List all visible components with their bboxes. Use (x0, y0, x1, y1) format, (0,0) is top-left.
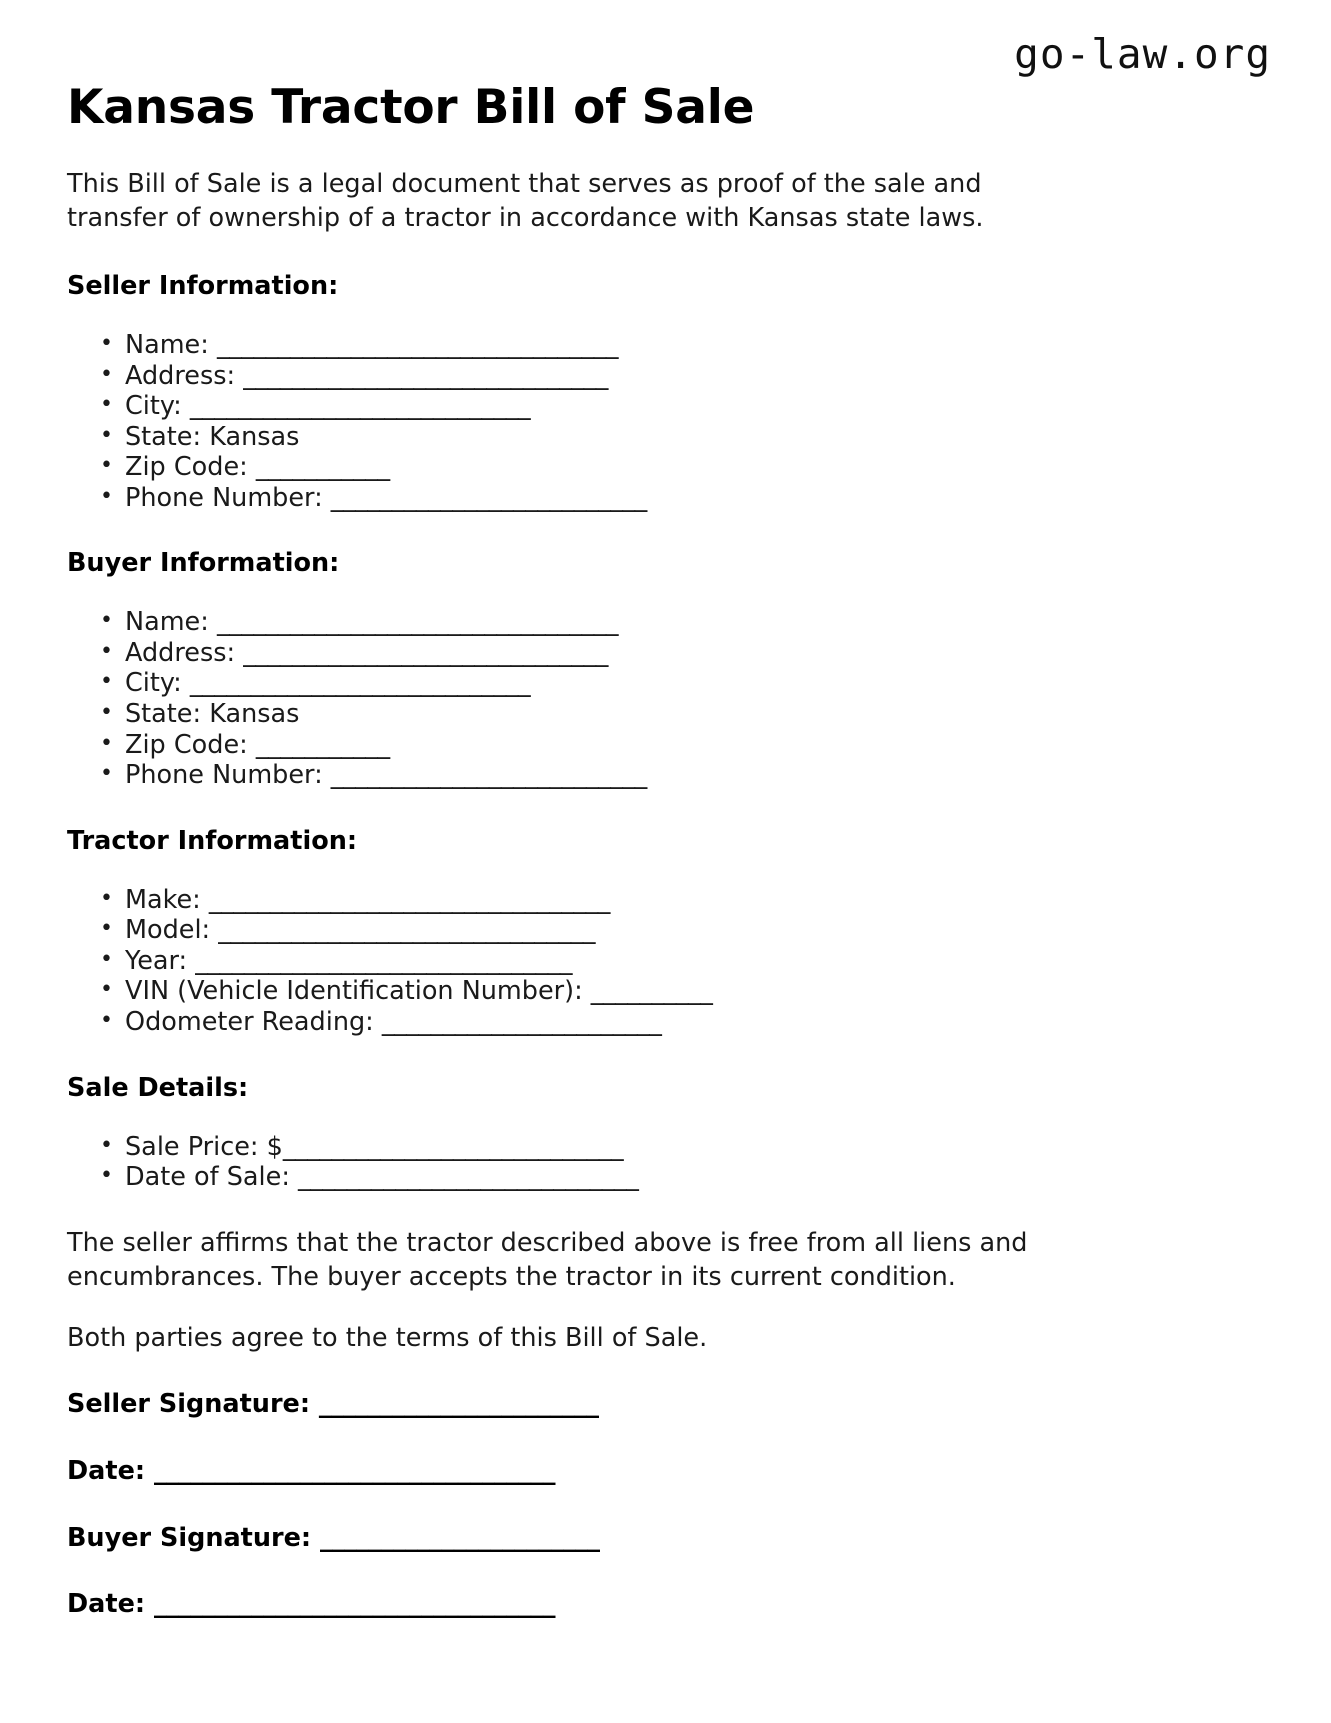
buyer-date-line (67, 1589, 1197, 1620)
list-item (125, 452, 1197, 483)
affirmation-paragraph: The seller affirms that the tractor described above is free from all liens and encumbrances. The buyer accepts the tractor in its current condition. (67, 1227, 1028, 1292)
section-heading-sale: Sale Details: (67, 1072, 249, 1103)
list-item (125, 699, 1197, 730)
list-item (125, 638, 1197, 669)
field-blank[interactable]: __________________________ (330, 482, 647, 513)
field-label: Make: (125, 884, 201, 915)
field-blank[interactable]: ____________________________ (189, 391, 531, 422)
field-label: VIN (Vehicle Identification Number): (125, 976, 583, 1007)
list-item (125, 760, 1197, 791)
list-item (125, 422, 1197, 453)
buyer-signature-line (67, 1523, 1197, 1554)
list-item (125, 1162, 1197, 1193)
list-item (125, 361, 1197, 392)
field-blank[interactable]: _______________________________ (195, 945, 572, 976)
list-item (125, 946, 1197, 977)
field-label: Address: (125, 360, 236, 391)
document-body (67, 168, 1197, 1620)
field-blank[interactable]: ___________ (255, 452, 390, 483)
field-label: Phone Number: (125, 760, 323, 791)
field-label: Zip Code: (125, 452, 248, 483)
field-label: Sale Price: $ (125, 1131, 283, 1162)
list-item (125, 1007, 1197, 1038)
seller-field-list (67, 330, 1197, 513)
seller-date-line (67, 1456, 1197, 1487)
field-blank[interactable]: _________________________________ (208, 884, 610, 915)
list-item (125, 730, 1197, 761)
signature-blank[interactable]: _________________________________ (153, 1456, 555, 1487)
agreement-paragraph: Both parties agree to the terms of this Bill of Sale. (67, 1322, 708, 1353)
field-label: Date of Sale: (125, 1162, 290, 1193)
field-blank[interactable]: ______________________________ (243, 360, 608, 391)
field-blank[interactable]: _________________________________ (216, 329, 618, 360)
field-value: Kansas (209, 421, 300, 452)
field-blank[interactable]: ___________ (255, 729, 390, 760)
signature-label: Date: (67, 1589, 146, 1620)
field-blank[interactable]: _______________________________ (218, 915, 595, 946)
field-blank[interactable]: _______________________ (381, 1006, 662, 1037)
list-item (125, 607, 1197, 638)
signature-label: Seller Signature: (67, 1389, 311, 1420)
seller-signature-line (67, 1389, 1197, 1420)
signature-blank[interactable]: _______________________ (318, 1389, 599, 1420)
field-label: City: (125, 391, 182, 422)
field-label: Address: (125, 637, 236, 668)
field-label: Year: (125, 945, 188, 976)
field-label: City: (125, 668, 182, 699)
field-blank[interactable]: ____________________________ (189, 668, 531, 699)
section-heading-tractor: Tractor Information: (67, 825, 358, 856)
field-label: Phone Number: (125, 482, 323, 513)
buyer-field-list (67, 607, 1197, 790)
field-label: State: (125, 699, 202, 730)
tractor-field-list (67, 885, 1197, 1038)
field-label: State: (125, 421, 202, 452)
signature-label: Buyer Signature: (67, 1522, 312, 1553)
list-item (125, 915, 1197, 946)
field-label: Name: (125, 607, 209, 638)
field-blank[interactable]: ____________________________ (298, 1162, 639, 1193)
field-label: Name: (125, 329, 209, 360)
field-label: Model: (125, 915, 211, 946)
field-blank[interactable]: __________________________ (330, 760, 647, 791)
field-blank[interactable]: ____________________________ (282, 1131, 624, 1162)
signature-blank[interactable]: _______________________ (319, 1522, 600, 1553)
section-heading-buyer: Buyer Information: (67, 548, 340, 579)
list-item (125, 483, 1197, 514)
field-blank[interactable]: _________________________________ (216, 607, 618, 638)
list-item (125, 976, 1197, 1007)
site-watermark: go-law.org (1014, 30, 1271, 78)
intro-paragraph: This Bill of Sale is a legal document that serves as proof of the sale and transfer of ownership of a tractor in accordance with Kansas state laws. (67, 169, 984, 233)
field-value: Kansas (209, 699, 300, 730)
page-title: Kansas Tractor Bill of Sale (67, 80, 755, 135)
field-blank[interactable]: __________ (590, 976, 713, 1007)
field-blank[interactable]: ______________________________ (243, 637, 608, 668)
list-item (125, 1132, 1197, 1163)
list-item (125, 668, 1197, 699)
sale-field-list (67, 1132, 1197, 1193)
list-item (125, 391, 1197, 422)
signature-label: Date: (67, 1456, 146, 1487)
section-heading-seller: Seller Information: (67, 270, 339, 301)
list-item (125, 330, 1197, 361)
field-label: Zip Code: (125, 729, 248, 760)
list-item (125, 885, 1197, 916)
field-label: Odometer Reading: (125, 1006, 374, 1037)
signature-blank[interactable]: _________________________________ (153, 1589, 555, 1620)
